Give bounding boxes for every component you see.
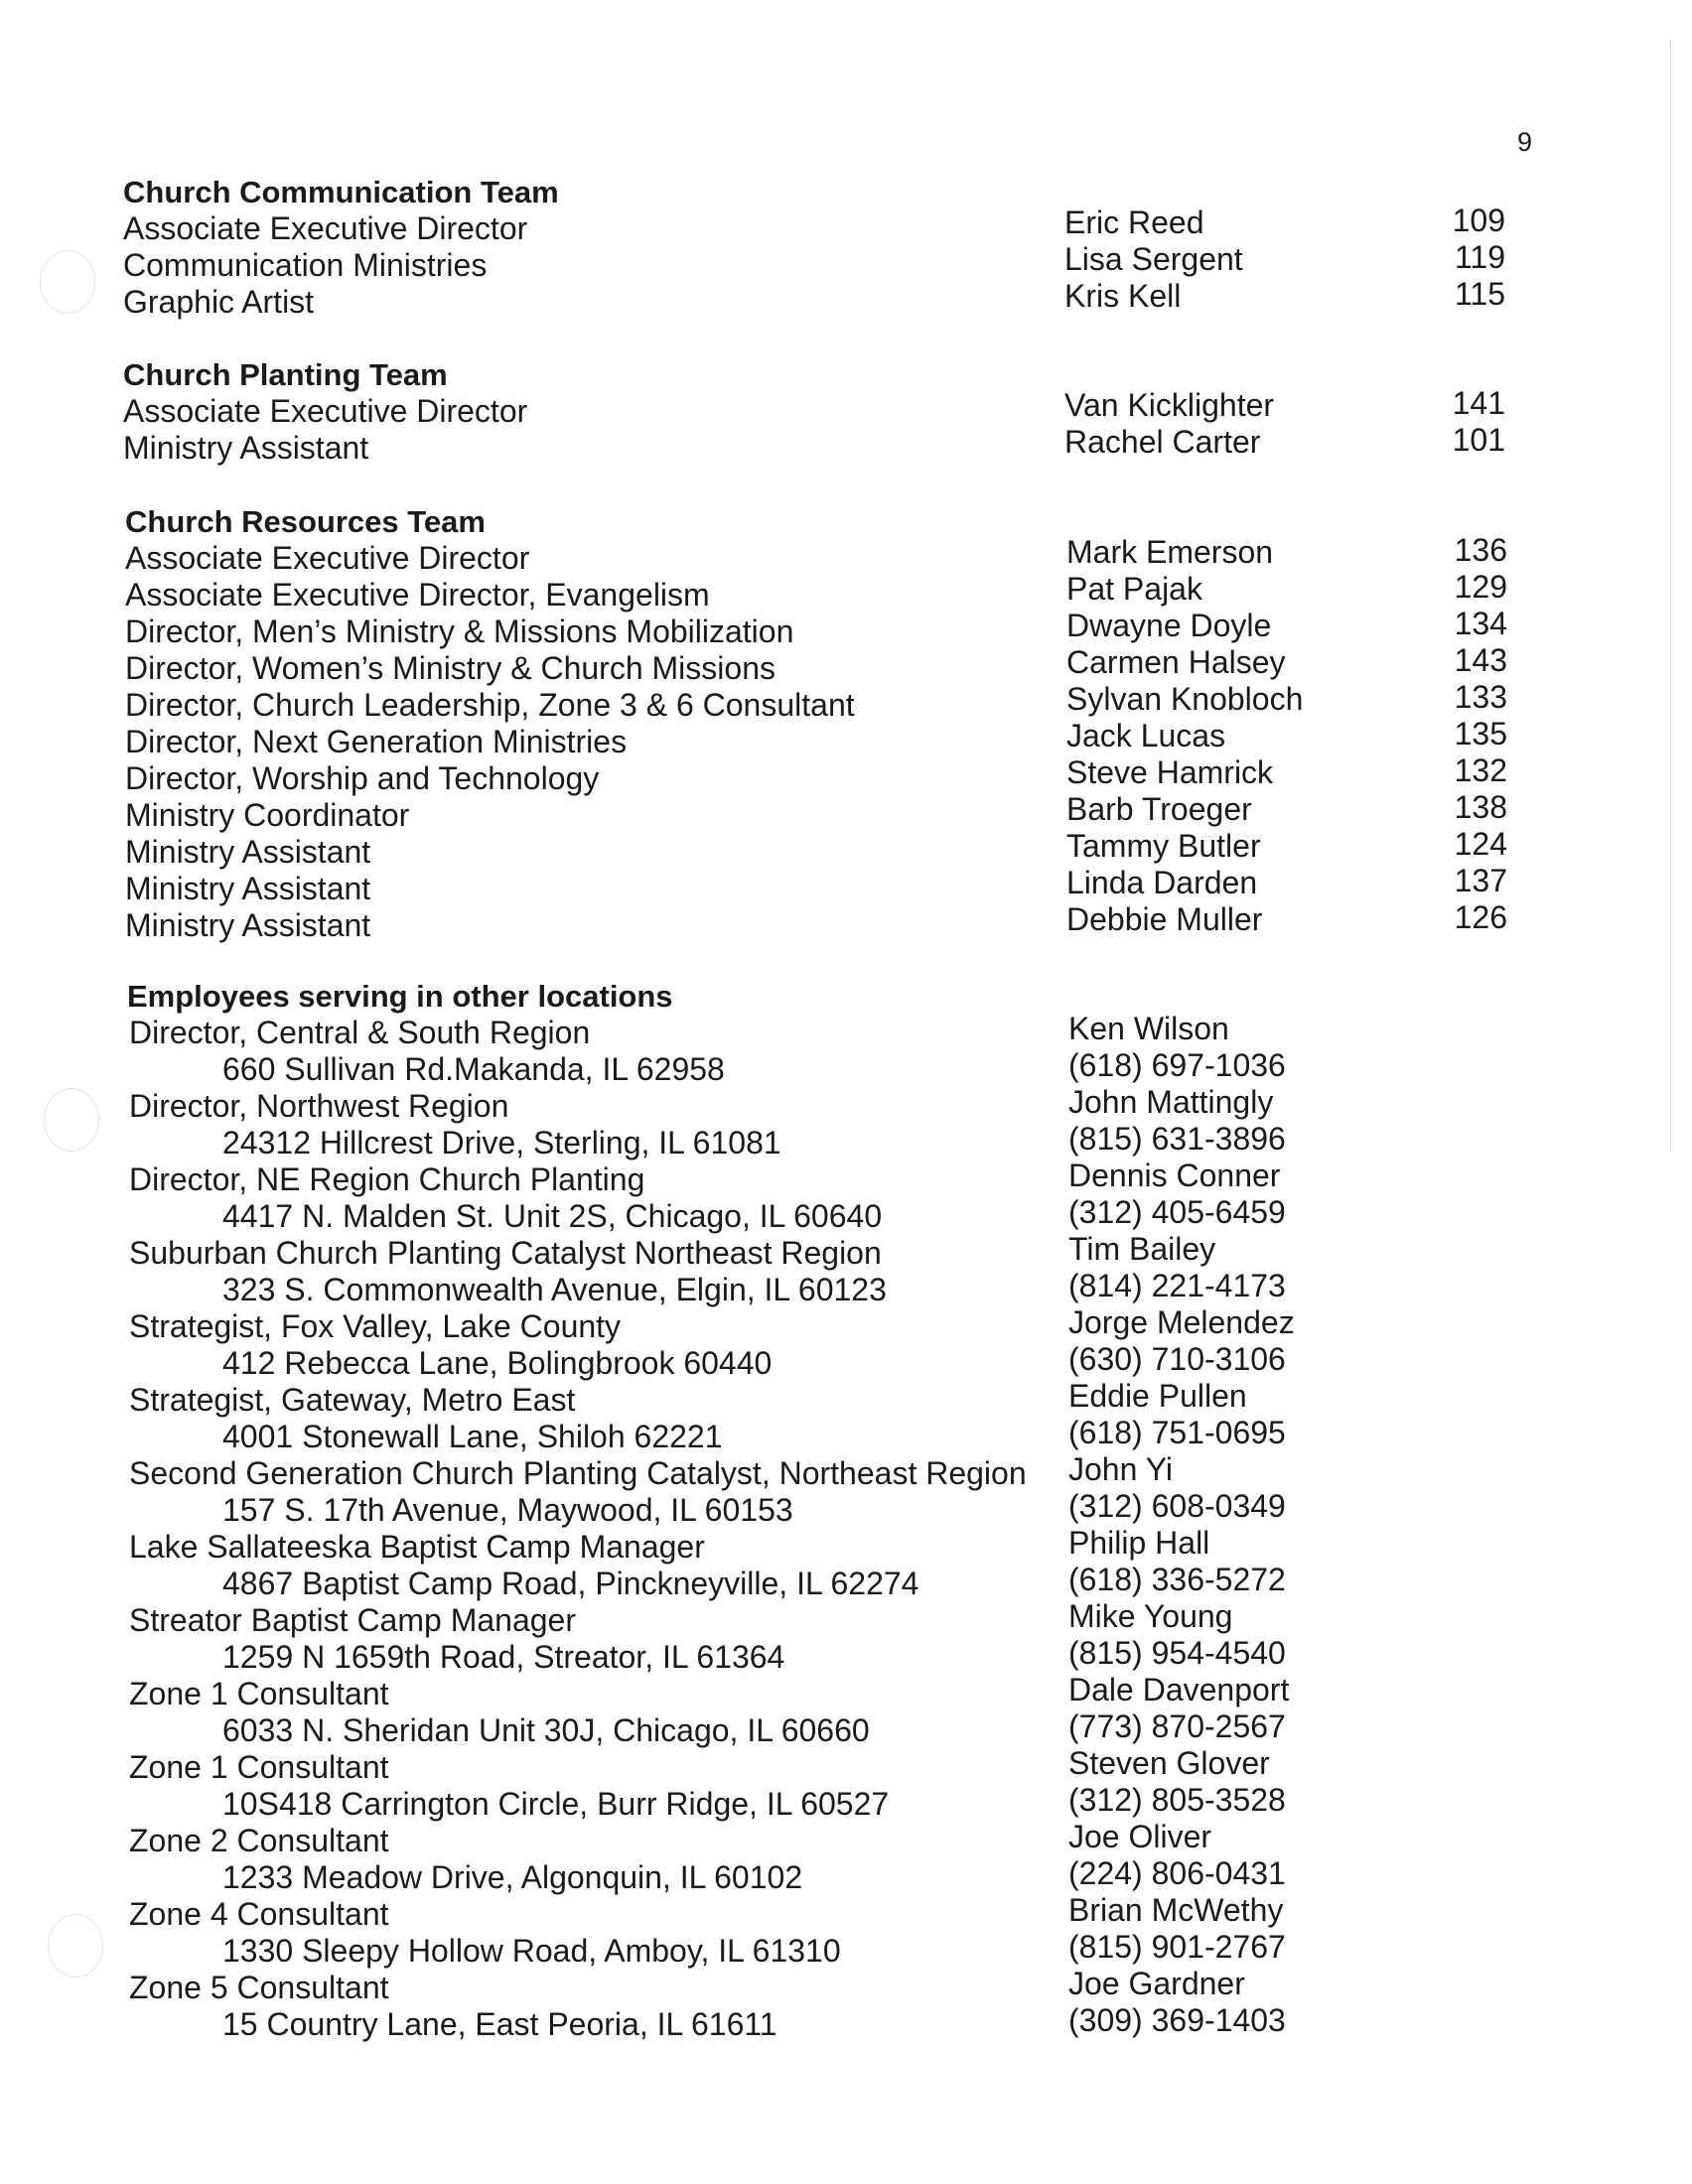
staff-row	[0, 606, 1692, 651]
staff-name: Ken Wilson	[1068, 1011, 1229, 1046]
employee-entry	[0, 1672, 1692, 1751]
phone-number: (312) 608-0349	[1068, 1488, 1286, 1524]
section-heading: Employees serving in other locations	[127, 979, 673, 1014]
staff-name: Pat Pajak	[1066, 571, 1202, 607]
phone-extension: 129	[1454, 569, 1507, 605]
phone-extension: 109	[1452, 203, 1505, 238]
staff-row	[0, 239, 1692, 285]
staff-row	[0, 826, 1692, 872]
staff-row	[0, 532, 1692, 578]
staff-name: Mark Emerson	[1066, 534, 1274, 570]
phone-extension: 136	[1454, 532, 1507, 568]
staff-row	[0, 716, 1692, 761]
staff-name: Linda Darden	[1066, 865, 1258, 900]
job-title: Strategist, Fox Valley, Lake County	[129, 1308, 622, 1344]
job-title: Associate Executive Director	[123, 393, 528, 429]
staff-name: Joe Oliver	[1068, 1819, 1212, 1854]
employee-entry	[0, 1084, 1692, 1163]
staff-row	[0, 276, 1692, 322]
staff-name: Debbie Muller	[1066, 901, 1263, 937]
phone-extension: 124	[1454, 826, 1507, 862]
staff-row	[0, 422, 1692, 468]
address: 1330 Sleepy Hollow Road, Amboy, IL 61310	[222, 1933, 841, 1969]
job-title: Suburban Church Planting Catalyst Northeast Region	[129, 1235, 882, 1271]
staff-name: Barb Troeger	[1066, 791, 1252, 827]
employee-entry	[0, 1158, 1692, 1237]
job-title: Director, NE Region Church Planting	[129, 1161, 645, 1197]
staff-name: Kris Kell	[1064, 278, 1182, 314]
section-heading: Church Resources Team	[125, 504, 486, 539]
employee-entry	[0, 1892, 1692, 1972]
staff-name: Steven Glover	[1068, 1745, 1270, 1781]
job-title: Associate Executive Director	[123, 210, 528, 246]
job-title: Streator Baptist Camp Manager	[129, 1602, 576, 1638]
address: 1233 Meadow Drive, Algonquin, IL 60102	[222, 1859, 803, 1895]
job-title: Communication Ministries	[123, 247, 488, 283]
job-title: Ministry Assistant	[123, 430, 369, 466]
staff-name: Tammy Butler	[1066, 828, 1261, 864]
phone-number: (618) 751-0695	[1068, 1415, 1286, 1450]
staff-name: Eddie Pullen	[1068, 1378, 1247, 1414]
staff-name: Jack Lucas	[1066, 718, 1226, 753]
job-title: Zone 4 Consultant	[129, 1896, 389, 1932]
job-title: Zone 5 Consultant	[129, 1970, 389, 2005]
staff-name: Carmen Halsey	[1066, 644, 1286, 680]
job-title: Zone 2 Consultant	[129, 1823, 389, 1858]
phone-number: (618) 697-1036	[1068, 1047, 1286, 1083]
staff-row	[0, 569, 1692, 614]
job-title: Associate Executive Director	[125, 540, 530, 576]
address: 6033 N. Sheridan Unit 30J, Chicago, IL 60660	[222, 1712, 870, 1748]
phone-number: (618) 336-5272	[1068, 1562, 1286, 1597]
staff-row	[0, 203, 1692, 248]
phone-number: (814) 221-4173	[1068, 1268, 1286, 1303]
page-number: 9	[1517, 127, 1533, 157]
job-title: Director, Worship and Technology	[125, 760, 600, 796]
staff-name: Eric Reed	[1064, 205, 1204, 240]
section-heading: Church Planting Team	[123, 357, 448, 392]
job-title: Lake Sallateeska Baptist Camp Manager	[129, 1529, 705, 1565]
address: 1259 N 1659th Road, Streator, IL 61364	[222, 1639, 785, 1675]
job-title: Second Generation Church Planting Catalyst, Northeast Region	[129, 1455, 1027, 1491]
address: 412 Rebecca Lane, Bolingbrook 60440	[222, 1345, 773, 1381]
staff-row	[0, 752, 1692, 798]
employee-entry	[0, 1745, 1692, 1825]
phone-number: (815) 901-2767	[1068, 1929, 1286, 1965]
job-title: Ministry Assistant	[125, 871, 371, 906]
staff-name: Van Kicklighter	[1064, 387, 1275, 423]
staff-name: Rachel Carter	[1064, 424, 1261, 460]
phone-extension: 138	[1454, 789, 1507, 825]
phone-number: (312) 405-6459	[1068, 1194, 1286, 1230]
employee-entry	[0, 1819, 1692, 1898]
staff-row	[0, 679, 1692, 725]
address: 323 S. Commonwealth Avenue, Elgin, IL 60123	[222, 1272, 887, 1307]
staff-name: Dennis Conner	[1068, 1158, 1281, 1193]
job-title: Ministry Coordinator	[125, 797, 410, 833]
phone-extension: 101	[1452, 422, 1505, 458]
phone-number: (815) 631-3896	[1068, 1121, 1286, 1157]
phone-extension: 119	[1454, 239, 1505, 275]
phone-number: (312) 805-3528	[1068, 1782, 1286, 1818]
address: 15 Country Lane, East Peoria, IL 61611	[222, 2006, 777, 2042]
phone-number: (224) 806-0431	[1068, 1855, 1286, 1891]
staff-row	[0, 899, 1692, 945]
job-title: Director, Central & South Region	[129, 1015, 591, 1050]
phone-extension: 137	[1454, 863, 1507, 898]
employee-entry	[0, 1598, 1692, 1678]
address: 4417 N. Malden St. Unit 2S, Chicago, IL 60640	[222, 1198, 883, 1234]
job-title: Strategist, Gateway, Metro East	[129, 1382, 576, 1418]
staff-name: Dale Davenport	[1068, 1672, 1290, 1707]
employee-entry	[0, 1304, 1692, 1384]
job-title: Director, Women’s Ministry & Church Missions	[125, 650, 776, 686]
phone-extension: 133	[1454, 679, 1507, 715]
address: 24312 Hillcrest Drive, Sterling, IL 61081	[222, 1125, 781, 1160]
job-title: Director, Men’s Ministry & Missions Mobilization	[125, 614, 794, 649]
staff-name: John Yi	[1068, 1451, 1173, 1487]
staff-name: Philip Hall	[1068, 1525, 1210, 1561]
staff-name: Tim Bailey	[1068, 1231, 1216, 1267]
staff-name: Joe Gardner	[1068, 1966, 1245, 2001]
phone-extension: 115	[1454, 276, 1505, 312]
staff-name: Brian McWethy	[1068, 1892, 1284, 1928]
phone-extension: 134	[1454, 606, 1507, 641]
staff-row	[0, 789, 1692, 835]
staff-row	[0, 385, 1692, 431]
staff-name: Dwayne Doyle	[1066, 608, 1272, 643]
address: 157 S. 17th Avenue, Maywood, IL 60153	[222, 1492, 793, 1528]
job-title: Zone 1 Consultant	[129, 1676, 389, 1711]
staff-name: Sylvan Knobloch	[1066, 681, 1304, 717]
staff-name: Steve Hamrick	[1066, 754, 1274, 790]
employee-entry	[0, 1231, 1692, 1310]
employee-entry	[0, 1966, 1692, 2045]
staff-name: Mike Young	[1068, 1598, 1233, 1634]
job-title: Director, Church Leadership, Zone 3 & 6 Consultant	[125, 687, 855, 723]
staff-name: Jorge Melendez	[1068, 1304, 1295, 1340]
phone-number: (773) 870-2567	[1068, 1708, 1286, 1744]
staff-name: John Mattingly	[1068, 1084, 1274, 1120]
employee-entry	[0, 1378, 1692, 1457]
staff-row	[0, 863, 1692, 908]
phone-extension: 141	[1452, 385, 1505, 421]
phone-number: (630) 710-3106	[1068, 1341, 1286, 1377]
phone-extension: 135	[1454, 716, 1507, 751]
job-title: Ministry Assistant	[125, 907, 371, 943]
job-title: Director, Next Generation Ministries	[125, 724, 628, 759]
job-title: Ministry Assistant	[125, 834, 371, 870]
phone-number: (815) 954-4540	[1068, 1635, 1286, 1671]
employee-entry	[0, 1451, 1692, 1531]
job-title: Director, Northwest Region	[129, 1088, 509, 1124]
employee-entry	[0, 1525, 1692, 1604]
section-heading: Church Communication Team	[123, 175, 559, 209]
staff-row	[0, 642, 1692, 688]
job-title: Associate Executive Director, Evangelism	[125, 577, 710, 613]
address: 4001 Stonewall Lane, Shiloh 62221	[222, 1419, 723, 1454]
employee-entry	[0, 1011, 1692, 1090]
staff-name: Lisa Sergent	[1064, 241, 1243, 277]
address: 10S418 Carrington Circle, Burr Ridge, IL 60527	[222, 1786, 890, 1822]
address: 660 Sullivan Rd.Makanda, IL 62958	[222, 1051, 725, 1087]
address: 4867 Baptist Camp Road, Pinckneyville, IL 62274	[222, 1566, 919, 1601]
phone-extension: 126	[1454, 899, 1507, 935]
job-title: Graphic Artist	[123, 284, 315, 320]
job-title: Zone 1 Consultant	[129, 1749, 389, 1785]
phone-number: (309) 369-1403	[1068, 2002, 1286, 2038]
phone-extension: 132	[1454, 752, 1507, 788]
phone-extension: 143	[1454, 642, 1507, 678]
